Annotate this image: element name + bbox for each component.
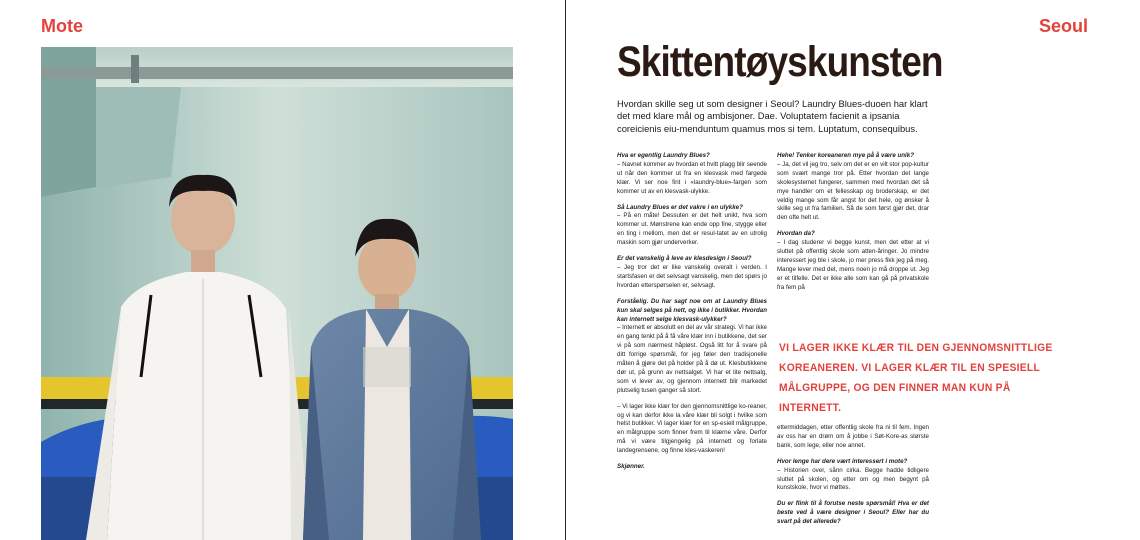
answer: – På en måte! Dessuten er det helt unikt, hva som kommer ut. Mønstrene kan ende opp fine, stygge eller en ting i mellom, men det er resul-tatet av en utrolig maskin som gjør underverker. (617, 212, 767, 247)
answer: – Historien over, sånn cirka. Begge hadde tidligere sluttet på skolen, og etter om og men begynt på kunstskole, hvor vi møttes. (777, 466, 929, 492)
answer: – Jeg tror det er like vanskelig overalt i verden. I startsfasen er det selvsagt vanskelig, men det spørs jo hvordan etterspørselen er, selvsagt. (617, 263, 767, 289)
qa-block (777, 458, 929, 494)
article-lede: Hvordan skille seg ut som designer i Seoul? Laundry Blues-duoen har klart det med klare mål og ambisjoner. Dae. Voluptatem facienit a ipsania coreicienis eiu-menduntum quamus mos si tem. Luptatum, consequibus. (617, 98, 928, 134)
pull-quote: VI LAGER IKKE KLÆR TIL DEN GJENNOMSNITTLIGE KOREANEREN. VI LAGER KLÆR TIL EN SPESIELL MÅLGRUPPE, OG DEN FINNER MAN KUN PÅ INTERNETT. (779, 342, 1053, 414)
question: Så Laundry Blues er det vakre i en ulykke? (617, 203, 743, 211)
qa-block (777, 152, 929, 223)
portrait-photo (41, 47, 513, 540)
question: Hva er egentlig Laundry Blues? (617, 152, 710, 159)
qa-block (777, 230, 929, 292)
answer: – Navnet kommer av hvordan et hvitt plagg blir seende ut når den kommer ut fra en klesvask med fargede klær. Vi ser noe fint i «laundry-blue»-fargen som kommer ut av en klesvask-ulykke. (617, 160, 767, 195)
section-label-right: Seoul (1038, 16, 1088, 36)
qa-block (617, 463, 767, 472)
qa-block (617, 255, 767, 291)
answer: – Vi lager ikke klær for den gjennomsnittlige ko-reaner, og vi kan derfor ikke la våre klær bli solgt i hvilke som helst butikker. Vi lager klær for en sp-esiell målgruppe, en målgruppe som finner frem til klærne våre. Derfor må vi være tilgjengelig på internett og forlate landegrensene, og finne kles-vaskeren! (617, 402, 767, 455)
question: Hvor lenge har dere vært interessert i mote? (777, 457, 908, 465)
question: Hehe! Tenker koreaneren mye på å være unik? (777, 152, 914, 159)
section-label-left: Mote (41, 16, 83, 36)
question: Forståelig. Du har sagt noe om at Laundry Blues kun skal selges på nett, og ikke i butikker. Hvordan kan internett selge klesvask-ulykker? (617, 297, 767, 323)
answer: – Internett er absolutt en del av vår strategi. Vi har ikke en gang tenkt på å få våre klær inn i butikkene, det ser vi på som nærmest håpløst. Også litt for å svare på ditt forrige spørsmål, for jeg føler den tradisjonelle måten å gjøre det på holder på å dø ut. Klesbutikkene dør ut, på grunn av nettsalget. Vi har et lite nettsalg, som vi lever av, og gjennom internett blir markedet plutselig tusen ganger så stort. (617, 324, 767, 394)
question: Hvordan da? (777, 230, 815, 238)
qa-block (777, 424, 929, 451)
qa-block (617, 298, 767, 396)
answer: – I dag studerer vi begge kunst, men det etter at vi sluttet på offentlig skole som atten-åringer. Jo mindre interessert jeg ble i skole, jo mer press fikk jeg på meg. Mange lever med det, mens noen jo må droppe ut. Jeg er et tilfelle. Det er ikke alle som kan gå på privatskole fra fem på (777, 239, 929, 291)
qa-block (617, 204, 767, 249)
question: Du er flink til å forutse neste spørsmål! Hva er det beste ved å være designer i Seoul? Eller har du svart på det allerede? (777, 500, 929, 526)
qa-block (617, 403, 767, 456)
article-headline: Skittentøyskunsten (617, 38, 943, 86)
qa-block (617, 152, 767, 197)
answer: ettermiddagen, etter offentlig skole fra ni til fem. Ingen av oss har en drøm om å jobbe i Søt-Kore-as største bank, som lege, eller noe annet. (777, 424, 929, 449)
question: Skjønner. (617, 463, 645, 471)
text-column-2 (777, 152, 929, 300)
text-column-1 (617, 152, 767, 479)
text-column-2-continued (777, 424, 929, 534)
page-gutter (565, 0, 566, 540)
qa-block (777, 500, 929, 527)
photo-illustration (41, 47, 513, 540)
question: Er det vanskelig å leve av klesdesign i Seoul? (617, 255, 752, 263)
answer: – Ja, det vil jeg tro, selv om det er en vilt stor pop-kultur som svært mange tror på. Etter hvordan det lange skolesystemet fungerer, sammen med hvordan det så mye handler om et fellesskap og broderskap, er det veldig mange som får angst for det hele, og ønsker å skille seg ut fra familien. Så de som først gjør det, drar den ofte helt ut. (777, 160, 929, 222)
